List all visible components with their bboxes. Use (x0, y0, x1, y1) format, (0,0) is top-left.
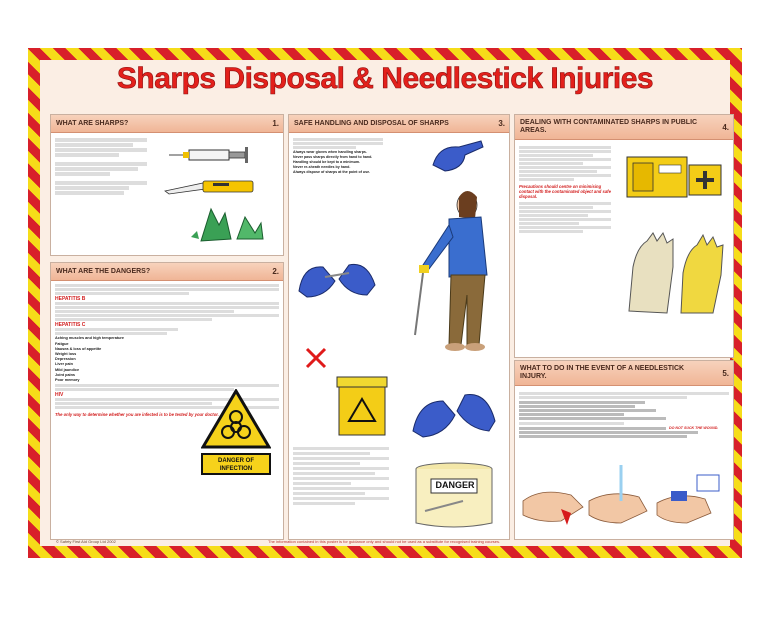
poster-inner (40, 60, 730, 546)
list-item: Joint pains (55, 372, 76, 377)
list-item: Mild jaundice (55, 367, 80, 372)
panel-safe-handling (288, 114, 510, 540)
panel-title: SAFE HANDLING AND DISPOSAL OF SHARPS (294, 120, 449, 127)
list-item: Handling should be kept to a minimum. (293, 160, 361, 164)
list-item: Nausea & loss of appetite (55, 346, 102, 351)
panel-what-are-sharps (50, 114, 284, 256)
panel-title: WHAT ARE SHARPS? (56, 120, 129, 127)
panel-body (519, 391, 729, 439)
panel-number: 4. (722, 122, 729, 132)
disposal-notes (293, 445, 389, 507)
panel-header (289, 115, 509, 133)
panel-public-areas (514, 114, 734, 358)
gloved-hand-icon (429, 135, 489, 175)
danger-of-infection-sign (201, 453, 271, 475)
recapping-needle-icon (297, 251, 377, 301)
footer-copyright: © Safety First Aid Group Ltd 2002 (56, 539, 116, 544)
symptom-list (55, 336, 279, 383)
footer-disclaimer: The information contained in this poster is for guidance only and should not be used as a substitute for recognised training courses. (268, 539, 501, 544)
panel-body (55, 137, 147, 196)
panel-number: 5. (722, 368, 729, 378)
poster (28, 48, 742, 558)
panel-title: DEALING WITH CONTAMINATED SHARPS IN PUBLIC AREAS. (520, 119, 698, 134)
panel-number: 2. (272, 267, 279, 276)
syringe-icon (169, 141, 259, 169)
do-not-suck-warning: DO NOT SUCK THE WOUND. (669, 426, 719, 430)
panel-title: WHAT ARE THE DANGERS? (56, 268, 151, 275)
handling-steps (293, 150, 383, 175)
panel-title: WHAT TO DO IN THE EVENT OF A NEEDLESTICK INJURY. (520, 365, 685, 380)
list-item: Never pass sharps directly from hand to hand. (293, 155, 373, 159)
broken-glass-icon (191, 203, 271, 243)
person-picking-up-sharps-icon (409, 185, 499, 355)
hepatitis-b-heading: HEPATITIS B (55, 296, 86, 302)
danger-sign-text: DANGER OF INFECTION (218, 458, 254, 472)
precaution-note: Precautions should centre on minimising contact with the contaminated object and safe disposal. (519, 184, 611, 199)
list-item: Weight loss (55, 352, 77, 357)
cross-icon (305, 347, 327, 369)
biohazard-warning-icon (201, 389, 271, 449)
panel-number: 1. (272, 119, 279, 128)
testing-warning: The only way to determine whether you are infected is to be tested by your doctor. (55, 412, 219, 418)
sharps-kit-icon (619, 143, 727, 207)
panel-body (519, 145, 611, 234)
danger-label: DANGER (435, 480, 475, 490)
gloved-hands-disposal-icon (409, 371, 499, 441)
panel-body (293, 137, 383, 176)
scalpel-icon (163, 177, 263, 199)
panel-header (51, 115, 283, 133)
list-item: Aching muscles and high temperature (55, 336, 124, 341)
panel-needlestick (514, 360, 734, 540)
panel-header (51, 263, 283, 281)
list-item: Fatigue (55, 341, 69, 346)
list-item: Always dispose of sharps at the point of use. (293, 170, 371, 174)
list-item: Liver pain (55, 362, 73, 367)
hiv-heading: HIV (55, 392, 64, 399)
hepatitis-c-heading: HEPATITIS C (55, 322, 86, 329)
protective-gloves-icon (623, 227, 727, 317)
list-item: Always wear gloves when handling sharps. (293, 150, 367, 154)
panel-header (515, 115, 733, 140)
poster-title: Sharps Disposal & Needlestick Injuries (116, 62, 654, 95)
panel-number: 3. (498, 119, 505, 128)
danger-jar-icon (411, 461, 497, 531)
list-item: Never re-sheath needles by hand. (293, 165, 351, 169)
panel-dangers (50, 262, 284, 540)
list-item: Depression (55, 357, 76, 362)
wound-washing-illustration (521, 461, 727, 535)
sharps-bin-icon (335, 371, 389, 437)
panel-header (515, 361, 733, 386)
list-item: Poor memory (55, 378, 80, 383)
